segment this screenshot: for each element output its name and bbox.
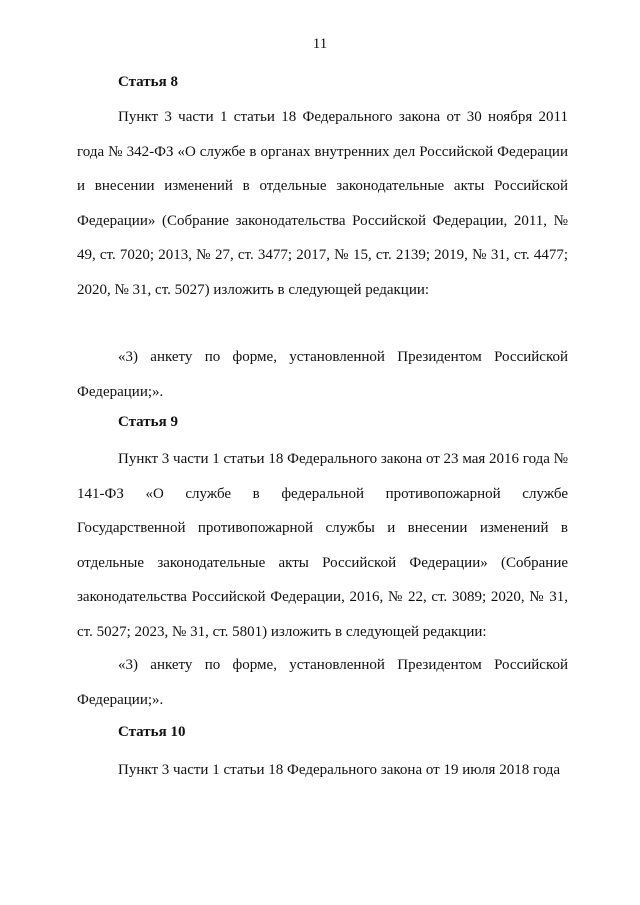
article-10-heading: Статья 10 — [118, 724, 186, 740]
article-8-paragraph: Пункт 3 части 1 статьи 18 Федерального закона от 30 ноября 2011 года № 342-ФЗ «О службе в органах внутренних дел Российской Федерации и внесении изменений в отдельные законодательные акты Российской Федерации» (Собрание законодательства Российской Федерации, 2011, № 49, ст. 7020; 2013, № 27, ст. 3477; 2017, № 15, ст. 2139; 2019, № 31, ст. 4477; 2020, № 31, ст. 5027) изложить в следующей редакции: — [77, 109, 568, 298]
article-9-heading: Статья 9 — [118, 414, 178, 430]
article-10-paragraph: Пункт 3 части 1 статьи 18 Федерального закона от 19 июля 2018 года — [118, 762, 561, 778]
article-9-paragraph: Пункт 3 части 1 статьи 18 Федерального закона от 23 мая 2016 года № 141-ФЗ «О службе в федеральной противопожарной службе Государственной противопожарной службы и внесении изменений в отдельные законодательные акты Российской Федерации» (Собрание законодательства Российской Федерации, 2016, № 22, ст. 3089; 2020, № 31, ст. 5027; 2023, № 31, ст. 5801) изложить в следующей редакции: — [77, 451, 568, 640]
article-8-quote: «3) анкету по форме, установленной Президентом Российской Федерации;». — [77, 349, 568, 400]
page-number: 11 — [312, 36, 328, 52]
article-9-quote: «3) анкету по форме, установленной Президентом Российской Федерации;». — [77, 657, 568, 708]
article-8-heading: Статья 8 — [118, 74, 178, 90]
